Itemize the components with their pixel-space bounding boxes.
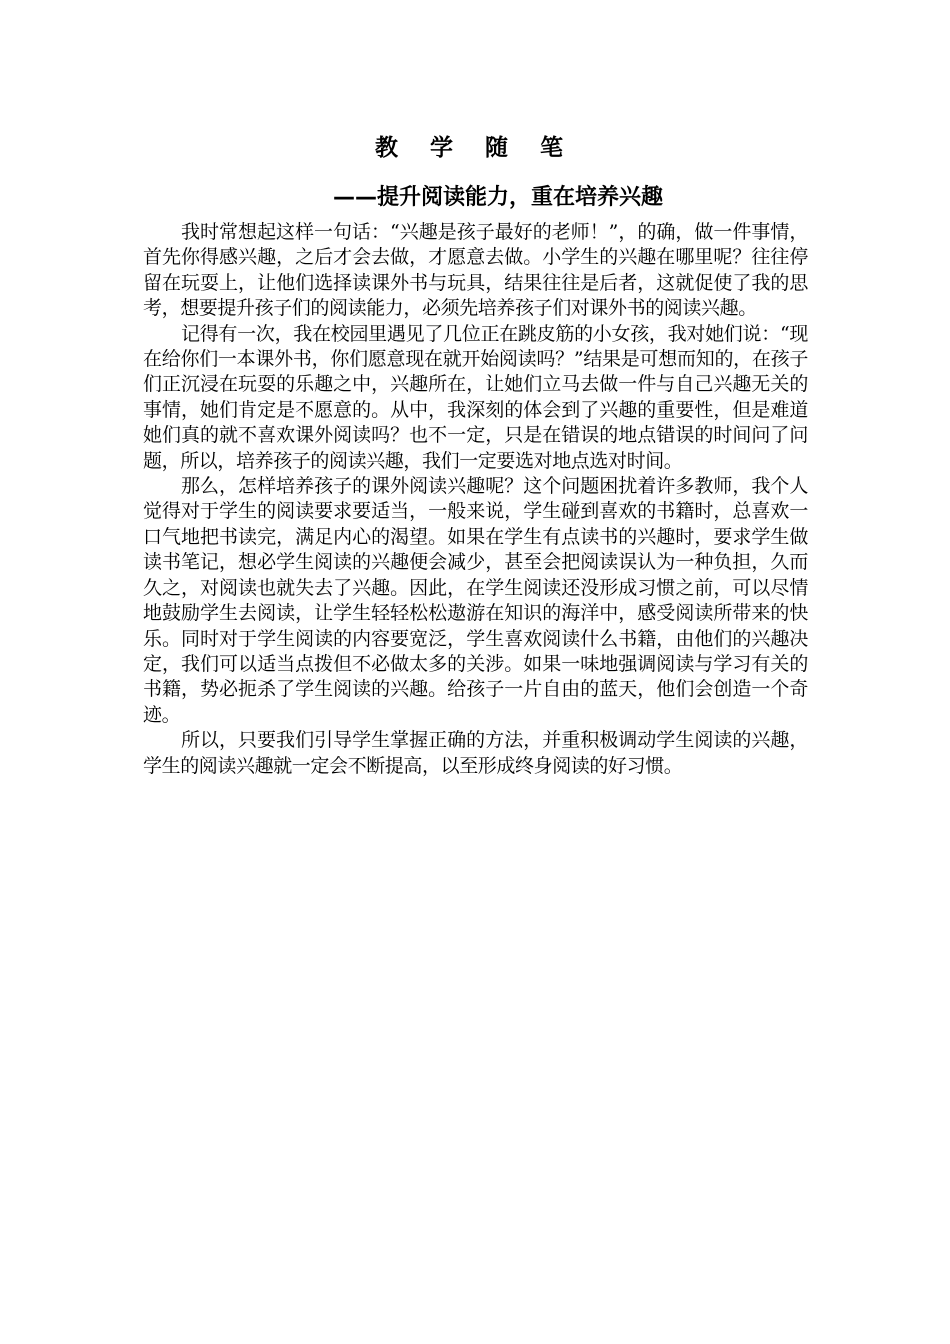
paragraph: 记得有一次，我在校园里遇见了几位正在跳皮筋的小女孩，我对她们说：“现在给你们一本课外书，你们愿意现在就开始阅读吗？”结果是可想而知的，在孩子们正沉浸在玩耍的乐趣之中，兴趣所在，让她们立马去做一件与自己兴趣无关的事情，她们肯定是不愿意的。从中，我深刻的体会到了兴趣的重要性，但是难道她们真的就不喜欢课外阅读吗？也不一定，只是在错误的地点错误的时间问了问题，所以，培养孩子的阅读兴趣，我们一定要选对地点选对时间。 — [143, 322, 808, 472]
paragraph: 那么，怎样培养孩子的课外阅读兴趣呢？这个问题困扰着许多教师，我个人觉得对于学生的阅读要求要适当，一般来说，学生碰到喜欢的书籍时，总喜欢一口气地把书读完，满足内心的渴望。如果在学生有点读书的兴趣时，要求学生做读书笔记，想必学生阅读的兴趣便会减少，甚至会把阅读误认为一种负担，久而久之，对阅读也就失去了兴趣。因此，在学生阅读还没形成习惯之前，可以尽情地鼓励学生去阅读，让学生轻轻松松遨游在知识的海洋中，感受阅读所带来的快乐。同时对于学生阅读的内容要宽泛，学生喜欢阅读什么书籍，由他们的兴趣决定，我们可以适当点拨但不必做太多的关涉。如果一味地强调阅读与学习有关的书籍，势必扼杀了学生阅读的兴趣。给孩子一片自由的蓝天，他们会创造一个奇迹。 — [143, 475, 808, 726]
paragraph: 我时常想起这样一句话：“兴趣是孩子最好的老师！”，的确，做一件事情，首先你得感兴趣，之后才会去做，才愿意去做。小学生的兴趣在哪里呢？往往停留在玩耍上，让他们选择读课外书与玩具，结果往往是后者，这就促使了我的思考，想要提升孩子们的阅读能力，必须先培养孩子们对课外书的阅读兴趣。 — [143, 221, 808, 320]
document-body — [143, 220, 808, 779]
document-title: 教 学 随 笔 — [374, 135, 576, 161]
paragraph: 所以，只要我们引导学生掌握正确的方法，并重积极调动学生阅读的兴趣，学生的阅读兴趣就一定会不断提高，以至形成终身阅读的好习惯。 — [143, 729, 808, 777]
document-subtitle: ——提升阅读能力，重在培养兴趣 — [333, 185, 664, 210]
